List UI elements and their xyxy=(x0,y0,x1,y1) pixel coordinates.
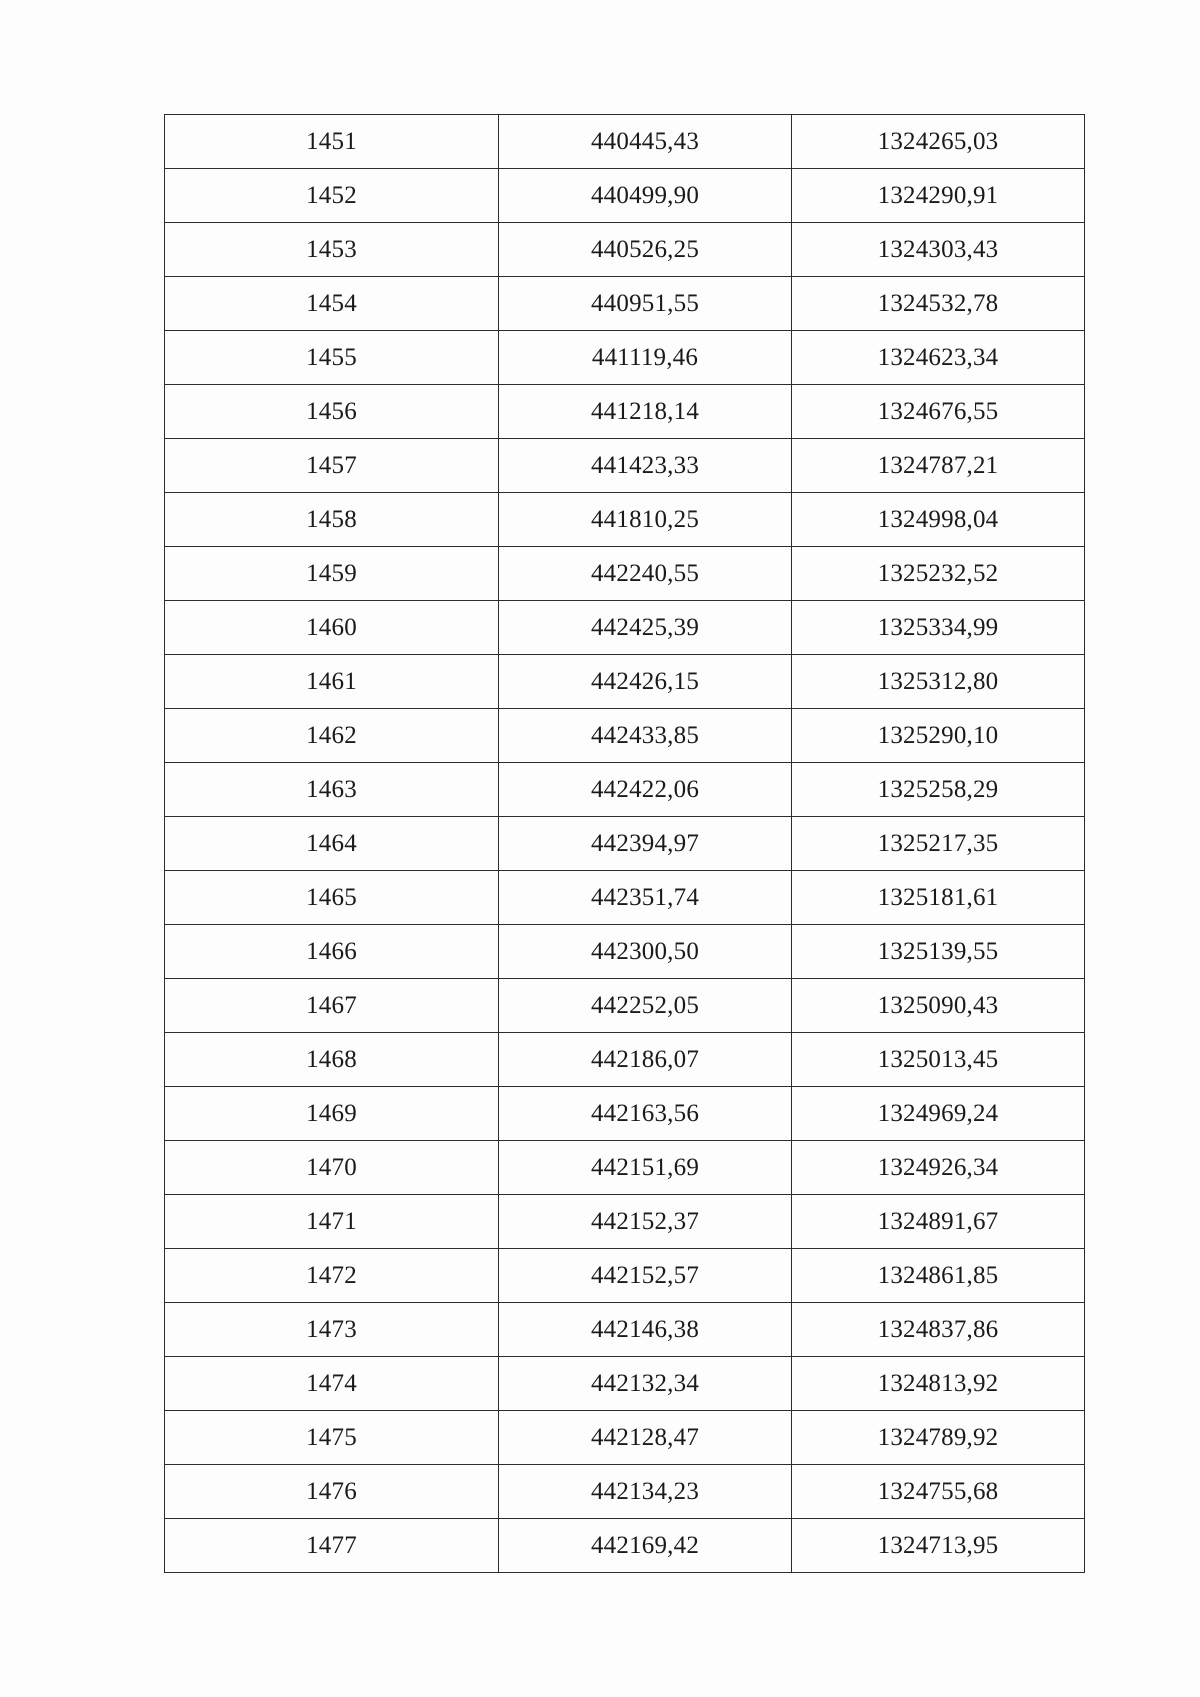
table-row xyxy=(165,547,1085,601)
x-coordinate-cell: 440445,43 xyxy=(499,115,792,169)
y-coordinate-cell: 1324787,21 xyxy=(792,439,1085,493)
y-coordinate-cell: 1324303,43 xyxy=(792,223,1085,277)
coordinates-table xyxy=(164,114,1085,1573)
y-coordinate-cell: 1324676,55 xyxy=(792,385,1085,439)
x-coordinate-cell: 442394,97 xyxy=(499,817,792,871)
point-number-cell: 1470 xyxy=(165,1141,499,1195)
y-coordinate-cell: 1324789,92 xyxy=(792,1411,1085,1465)
point-number-cell: 1456 xyxy=(165,385,499,439)
x-coordinate-cell: 442169,42 xyxy=(499,1519,792,1573)
y-coordinate-cell: 1324713,95 xyxy=(792,1519,1085,1573)
table-row xyxy=(165,331,1085,385)
x-coordinate-cell: 442351,74 xyxy=(499,871,792,925)
point-number-cell: 1459 xyxy=(165,547,499,601)
point-number-cell: 1463 xyxy=(165,763,499,817)
point-number-cell: 1472 xyxy=(165,1249,499,1303)
point-number-cell: 1473 xyxy=(165,1303,499,1357)
point-number-cell: 1464 xyxy=(165,817,499,871)
point-number-cell: 1471 xyxy=(165,1195,499,1249)
point-number-cell: 1466 xyxy=(165,925,499,979)
y-coordinate-cell: 1324861,85 xyxy=(792,1249,1085,1303)
table-row xyxy=(165,979,1085,1033)
x-coordinate-cell: 442300,50 xyxy=(499,925,792,979)
x-coordinate-cell: 442163,56 xyxy=(499,1087,792,1141)
y-coordinate-cell: 1325090,43 xyxy=(792,979,1085,1033)
point-number-cell: 1468 xyxy=(165,1033,499,1087)
table-row xyxy=(165,1411,1085,1465)
y-coordinate-cell: 1325312,80 xyxy=(792,655,1085,709)
x-coordinate-cell: 440499,90 xyxy=(499,169,792,223)
point-number-cell: 1467 xyxy=(165,979,499,1033)
x-coordinate-cell: 442422,06 xyxy=(499,763,792,817)
point-number-cell: 1475 xyxy=(165,1411,499,1465)
y-coordinate-cell: 1324623,34 xyxy=(792,331,1085,385)
point-number-cell: 1457 xyxy=(165,439,499,493)
point-number-cell: 1465 xyxy=(165,871,499,925)
x-coordinate-cell: 440951,55 xyxy=(499,277,792,331)
x-coordinate-cell: 442252,05 xyxy=(499,979,792,1033)
table-row xyxy=(165,439,1085,493)
table-row xyxy=(165,169,1085,223)
table-row xyxy=(165,655,1085,709)
point-number-cell: 1462 xyxy=(165,709,499,763)
y-coordinate-cell: 1325334,99 xyxy=(792,601,1085,655)
y-coordinate-cell: 1325232,52 xyxy=(792,547,1085,601)
y-coordinate-cell: 1325013,45 xyxy=(792,1033,1085,1087)
table-row xyxy=(165,925,1085,979)
point-number-cell: 1474 xyxy=(165,1357,499,1411)
table-row xyxy=(165,1303,1085,1357)
x-coordinate-cell: 441810,25 xyxy=(499,493,792,547)
x-coordinate-cell: 441119,46 xyxy=(499,331,792,385)
x-coordinate-cell: 441218,14 xyxy=(499,385,792,439)
table-row xyxy=(165,1357,1085,1411)
x-coordinate-cell: 442240,55 xyxy=(499,547,792,601)
y-coordinate-cell: 1324969,24 xyxy=(792,1087,1085,1141)
point-number-cell: 1451 xyxy=(165,115,499,169)
x-coordinate-cell: 441423,33 xyxy=(499,439,792,493)
table-row xyxy=(165,601,1085,655)
coordinates-table-body xyxy=(165,115,1085,1573)
x-coordinate-cell: 442426,15 xyxy=(499,655,792,709)
table-row xyxy=(165,763,1085,817)
table-row xyxy=(165,223,1085,277)
x-coordinate-cell: 440526,25 xyxy=(499,223,792,277)
x-coordinate-cell: 442132,34 xyxy=(499,1357,792,1411)
table-row xyxy=(165,115,1085,169)
table-row xyxy=(165,1519,1085,1573)
point-number-cell: 1469 xyxy=(165,1087,499,1141)
point-number-cell: 1458 xyxy=(165,493,499,547)
x-coordinate-cell: 442151,69 xyxy=(499,1141,792,1195)
point-number-cell: 1455 xyxy=(165,331,499,385)
point-number-cell: 1454 xyxy=(165,277,499,331)
y-coordinate-cell: 1325139,55 xyxy=(792,925,1085,979)
x-coordinate-cell: 442433,85 xyxy=(499,709,792,763)
table-row xyxy=(165,1033,1085,1087)
y-coordinate-cell: 1324813,92 xyxy=(792,1357,1085,1411)
x-coordinate-cell: 442425,39 xyxy=(499,601,792,655)
y-coordinate-cell: 1325290,10 xyxy=(792,709,1085,763)
x-coordinate-cell: 442152,57 xyxy=(499,1249,792,1303)
point-number-cell: 1477 xyxy=(165,1519,499,1573)
table-row xyxy=(165,277,1085,331)
table-row xyxy=(165,1249,1085,1303)
y-coordinate-cell: 1325181,61 xyxy=(792,871,1085,925)
y-coordinate-cell: 1324755,68 xyxy=(792,1465,1085,1519)
table-row xyxy=(165,493,1085,547)
y-coordinate-cell: 1324998,04 xyxy=(792,493,1085,547)
table-row xyxy=(165,1141,1085,1195)
point-number-cell: 1452 xyxy=(165,169,499,223)
table-row xyxy=(165,385,1085,439)
y-coordinate-cell: 1324265,03 xyxy=(792,115,1085,169)
y-coordinate-cell: 1324290,91 xyxy=(792,169,1085,223)
table-row xyxy=(165,1465,1085,1519)
table-row xyxy=(165,817,1085,871)
table-row xyxy=(165,1195,1085,1249)
point-number-cell: 1476 xyxy=(165,1465,499,1519)
y-coordinate-cell: 1324532,78 xyxy=(792,277,1085,331)
x-coordinate-cell: 442134,23 xyxy=(499,1465,792,1519)
x-coordinate-cell: 442146,38 xyxy=(499,1303,792,1357)
point-number-cell: 1453 xyxy=(165,223,499,277)
x-coordinate-cell: 442128,47 xyxy=(499,1411,792,1465)
y-coordinate-cell: 1324891,67 xyxy=(792,1195,1085,1249)
y-coordinate-cell: 1324837,86 xyxy=(792,1303,1085,1357)
x-coordinate-cell: 442152,37 xyxy=(499,1195,792,1249)
y-coordinate-cell: 1325258,29 xyxy=(792,763,1085,817)
table-row xyxy=(165,709,1085,763)
x-coordinate-cell: 442186,07 xyxy=(499,1033,792,1087)
table-row xyxy=(165,1087,1085,1141)
y-coordinate-cell: 1324926,34 xyxy=(792,1141,1085,1195)
y-coordinate-cell: 1325217,35 xyxy=(792,817,1085,871)
point-number-cell: 1461 xyxy=(165,655,499,709)
point-number-cell: 1460 xyxy=(165,601,499,655)
table-row xyxy=(165,871,1085,925)
